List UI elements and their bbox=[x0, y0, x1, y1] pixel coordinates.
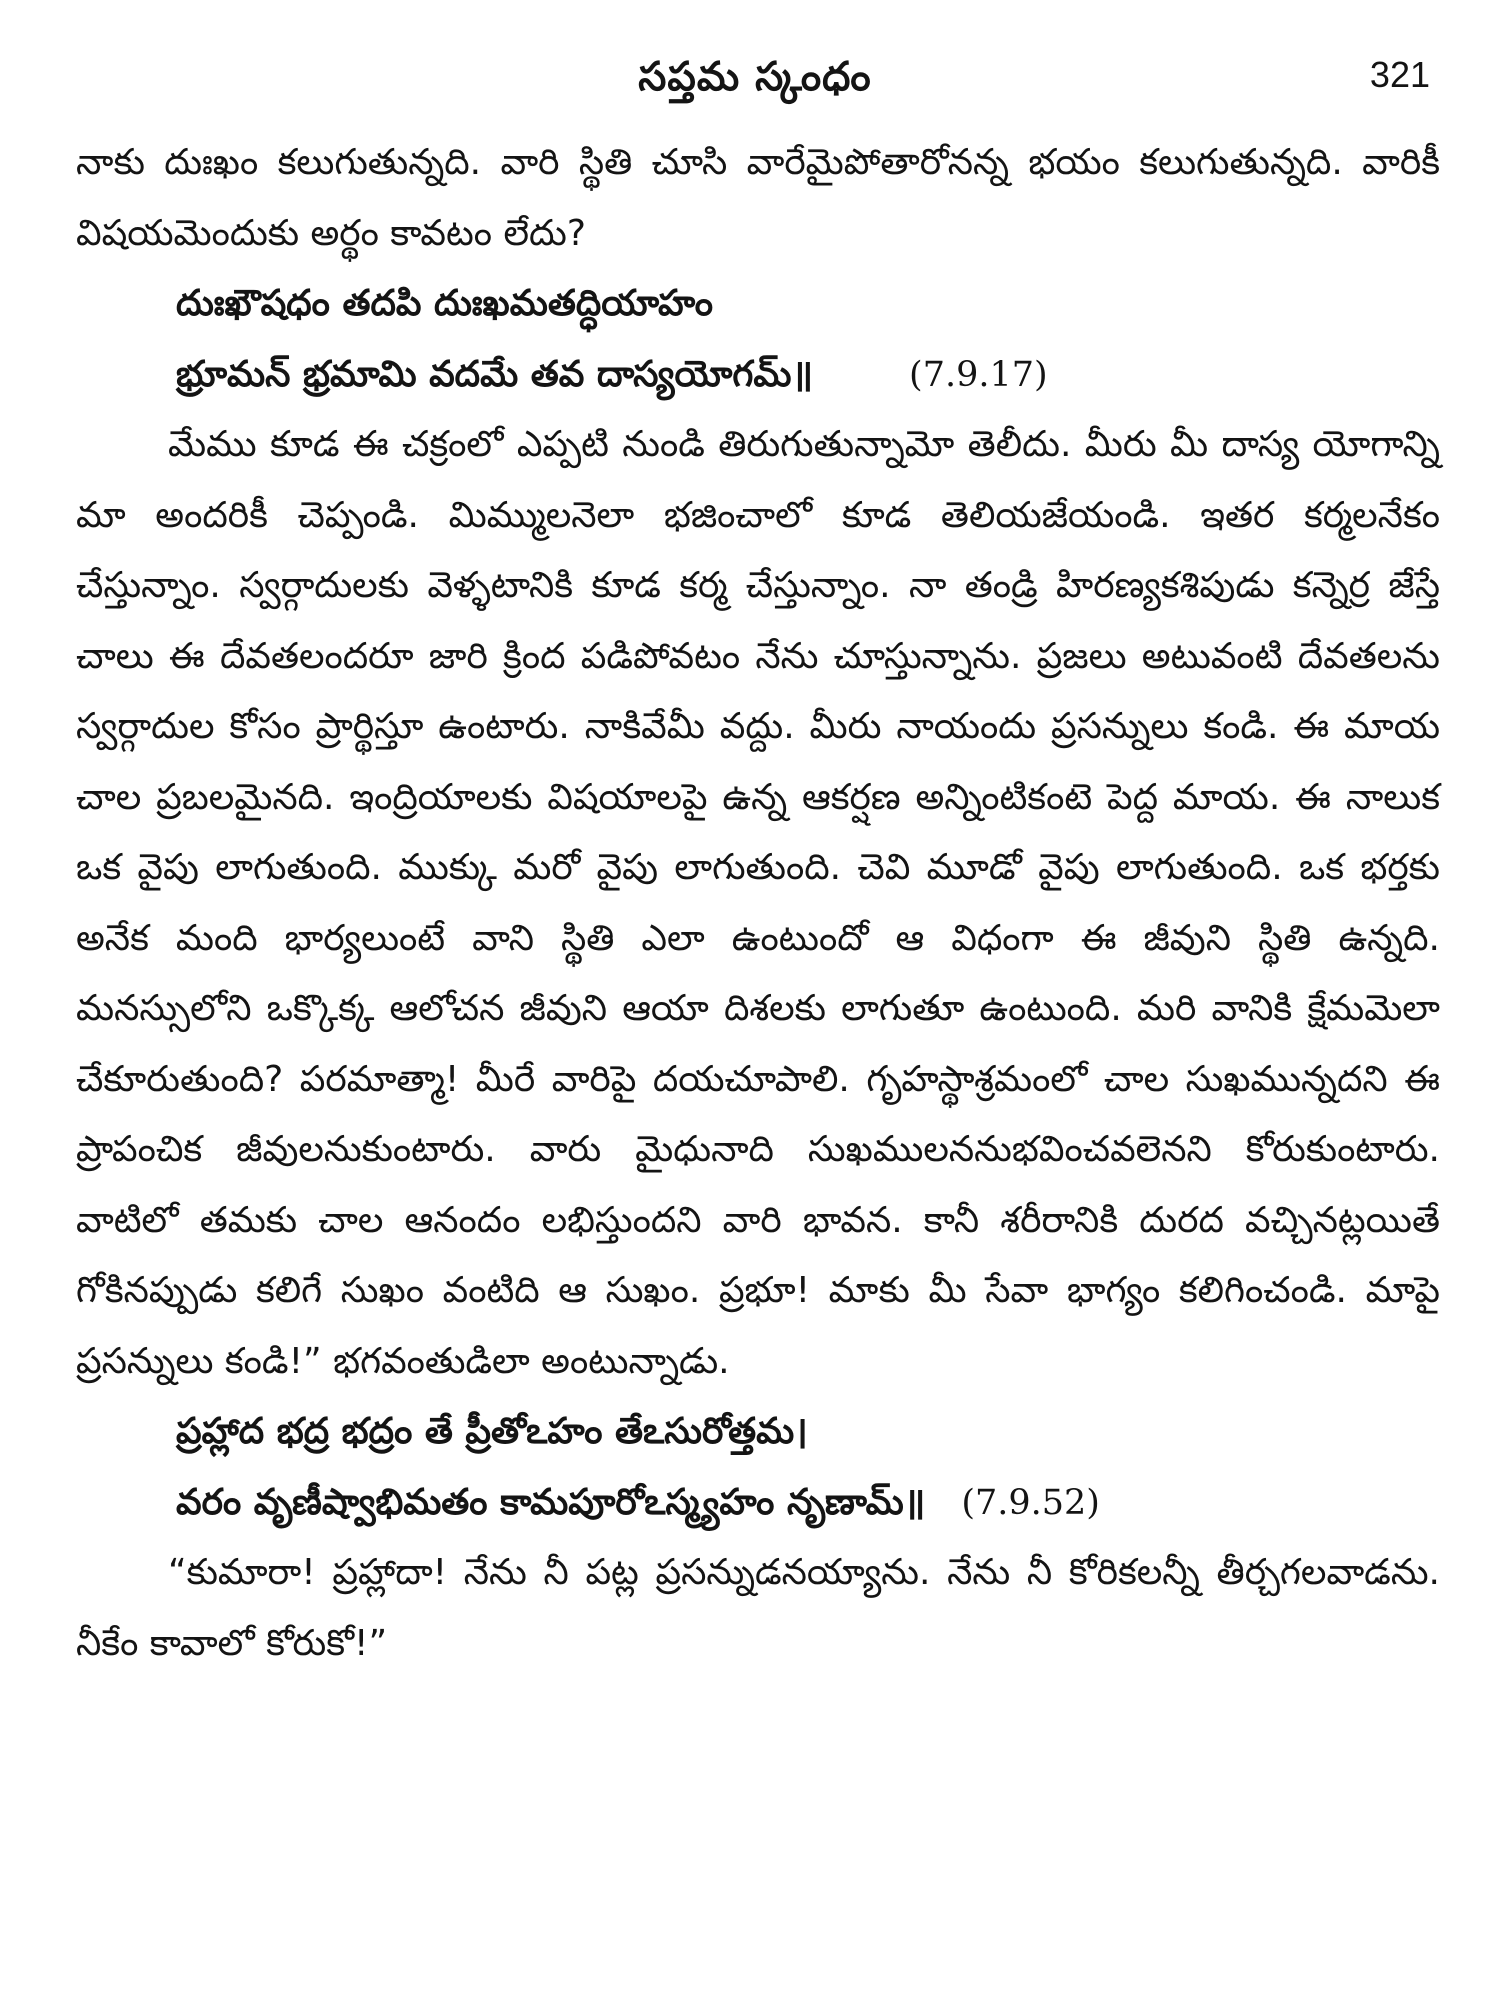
verse-2-reference: (7.9.52) bbox=[961, 1482, 1100, 1523]
verse-1-line-1: దుఃఖౌషధం తదపి దుఃఖమతద్ధియాహం bbox=[176, 283, 714, 324]
page-header bbox=[80, 48, 1430, 118]
verse-1-line-2 bbox=[76, 340, 1440, 411]
page-number: 321 bbox=[1369, 54, 1430, 95]
paragraph-3: “కుమారా! ప్రహ్లాదా! నేను నీ పట్ల ప్రసన్నుడనయ్యాను. నేను నీ కోరికలన్నీ తీర్చగలవాడను. నీకేం కావాలో కోరుకో!” bbox=[76, 1552, 1440, 1664]
verse-2-line-2-text: వరం వృణీష్వాభిమతం కామపూరోఽస్మ్యహం నృణామ్॥ bbox=[176, 1481, 926, 1523]
verse-1-reference: (7.9.17) bbox=[909, 354, 1048, 395]
verse-1-line-2-text: భ్రూమన్ భ్రమామి వదమే తవ దాస్యయోగమ్॥ bbox=[176, 353, 814, 395]
paragraph-1: నాకు దుఃఖం కలుగుతున్నది. వారి స్థితి చూసి వారేమైపోతారోనన్న భయం కలుగుతున్నది. వారికీ విషయమెందుకు అర్థం కావటం లేదు? bbox=[76, 142, 1440, 254]
running-title: సప్తమ స్కంధం bbox=[638, 54, 872, 100]
verse-2-line-2 bbox=[76, 1468, 1440, 1539]
page-body bbox=[76, 128, 1440, 1679]
paragraph-2: మేము కూడ ఈ చక్రంలో ఎప్పటి నుండి తిరుగుతున్నామో తెలీదు. మీరు మీ దాస్య యోగాన్ని మా అందరికీ చెప్పండి. మిమ్ములనెలా భజించాలో కూడ తెలియజేయండి. ఇతర కర్మలనేకం చేస్తున్నాం. స్వర్గాదులకు వెళ్ళటానికి కూడ కర్మ చేస్తున్నాం. నా తండ్రి హిరణ్యకశిపుడు కన్నెర్ర జేస్తే చాలు ఈ దేవతలందరూ జారి క్రింద పడిపోవటం నేను చూస్తున్నాను. ప్రజలు అటువంటి దేవతలను స్వర్గాదుల కోసం ప్రార్థిస్తూ ఉంటారు. నాకివేమీ వద్దు. మీరు నాయందు ప్రసన్నులు కండి. ఈ మాయ చాల ప్రబలమైనది. ఇంద్రియాలకు విషయాలపై ఉన్న ఆకర్షణ అన్నింటికంటె పెద్ద మాయ. ఈ నాలుక ఒక వైపు లాగుతుంది. ముక్కు మరో వైపు లాగుతుంది. చెవి మూడో వైపు లాగుతుంది. ఒక భర్తకు అనేక మంది భార్యలుంటే వాని స్థితి ఎలా ఉంటుందో ఆ విధంగా ఈ జీవుని స్థితి ఉన్నది. మనస్సులోని ఒక్కొక్క ఆలోచన జీవుని ఆయా దిశలకు లాగుతూ ఉంటుంది. మరి వానికి క్షేమమెలా చేకూరుతుంది? పరమాత్మా! మీరే వారిపై దయచూపాలి. గృహస్థాశ్రమంలో చాల సుఖమున్నదని ఈ ప్రాపంచిక జీవులనుకుంటారు. వారు మైధునాది సుఖములననుభవించవలెనని కోరుకుంటారు. వాటిలో తమకు చాల ఆనందం లభిస్తుందని వారి భావన. కానీ శరీరానికి దురద వచ్చినట్లయితే గోకినప్పుడు కలిగే సుఖం వంటిది ఆ సుఖం. ప్రభూ! మాకు మీ సేవా భాగ్యం కలిగించండి. మాపై ప్రసన్నులు కండి!” భగవంతుడిలా అంటున్నాడు. bbox=[76, 424, 1440, 1382]
verse-2-line-1: ప్రహ్లాద భద్ర భద్రం తే ప్రీతోఽహం తేఽసురోత్తమ। bbox=[176, 1411, 808, 1452]
